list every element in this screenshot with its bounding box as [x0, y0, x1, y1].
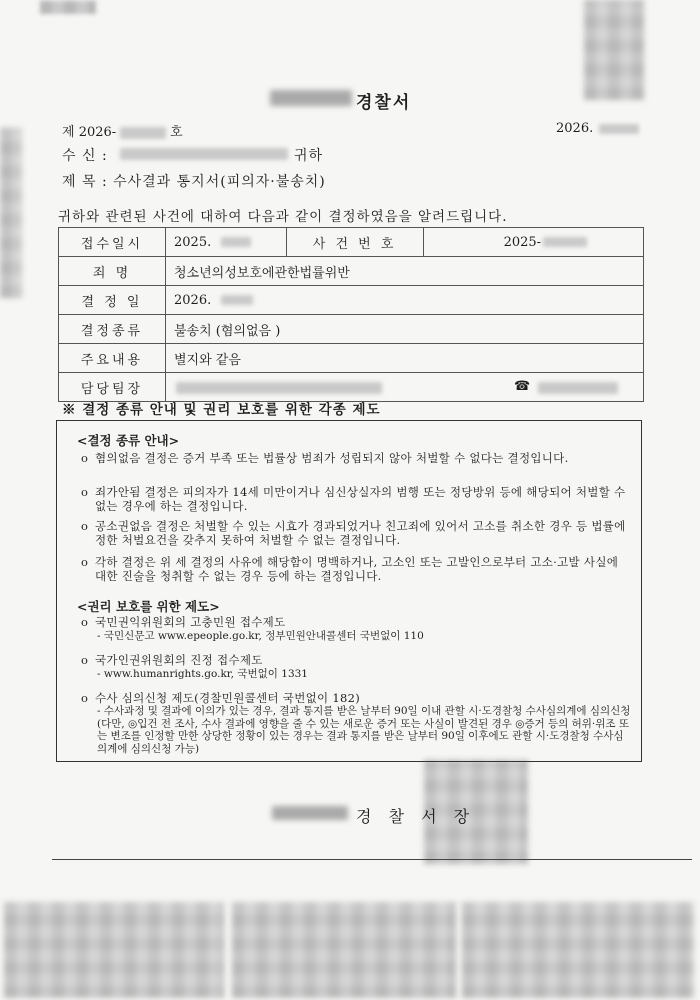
redaction-block-top-left	[40, 0, 96, 14]
bullet: o	[81, 653, 89, 667]
guidance-box	[56, 420, 642, 762]
table-row	[59, 344, 644, 373]
redaction-block-bottom-1	[4, 902, 224, 998]
bullet: o	[81, 691, 89, 705]
case-number-value: 2025-	[503, 234, 542, 250]
redaction-block-bottom-2	[232, 902, 456, 998]
list-item	[81, 519, 629, 547]
decision-type-value: 불송치 (혐의없음 )	[166, 315, 644, 344]
redacted-doc-date	[599, 124, 639, 134]
redacted-doc-number	[120, 127, 166, 139]
rights-item-detail: - 수사과정 및 결과에 이의가 있는 경우, 결과 통지를 받은 날부터 90일 이내 관할 시·도경찰청 수사심의계에 심의신청 (다만, ◎입건 전 조사, 수사 결과에 영향을 줄 수 있는 새로운 증거 또는 사실이 발견된 경우 ◎증거 등의 허위·위조 또는 변조를 인정할 만한 상당한 정황이 있는 경우는 결과 통지를 받은 날부터 90일 이후에도 관할 시·도경찰청 수사심의계에 심의신청 가능)	[97, 705, 631, 755]
redacted-phone-number	[538, 382, 618, 394]
redaction-block-top-right	[584, 0, 644, 100]
document-number	[62, 121, 183, 140]
receipt-label: 접수일시	[59, 228, 166, 257]
case-number-cell	[423, 228, 643, 257]
bullet: o	[81, 615, 89, 629]
content-value: 별지와 같음	[166, 344, 644, 373]
list-item	[81, 555, 629, 583]
redaction-block-bottom-3	[462, 902, 694, 998]
station-chief-signature: 경 찰 서 장	[356, 807, 476, 826]
list-item	[81, 451, 629, 465]
charge-value: 청소년의성보호에관한법률위반	[166, 257, 644, 286]
guide-item-text: 각하 결정은 위 세 결정의 사유에 해당함이 명백하거나, 고소인 또는 고발인으로부터 고소·고발 사실에 대한 진술을 청취할 수 없는 경우 등에 하는 결정입니다.	[95, 555, 619, 583]
receipt-value: 2025.	[174, 234, 212, 250]
guide-item-text: 혐의없음 결정은 증거 부족 또는 법률상 범죄가 성립되지 않아 처벌할 수 없다는 결정입니다.	[95, 451, 569, 465]
rights-item-title: 국가인권위원회의 진정 접수제도	[95, 653, 263, 667]
list-item	[81, 485, 629, 513]
bullet: o	[81, 555, 89, 569]
section-heading: ※ 결정 종류 안내 및 권리 보호를 위한 각종 제도	[62, 402, 381, 418]
redacted-station-chief-name	[272, 806, 348, 820]
bullet: o	[81, 451, 89, 465]
phone-icon: ☎	[514, 379, 531, 394]
officer-label: 담당팀장	[59, 373, 166, 402]
list-item	[81, 653, 629, 667]
charge-label: 죄 명	[59, 257, 166, 286]
list-item	[81, 615, 629, 629]
receipt-value-cell	[166, 228, 287, 257]
intro-sentence: 귀하와 관련된 사건에 대하여 다음과 같이 결정하였음을 알려드립니다.	[58, 209, 508, 225]
decision-guide-title: <결정 종류 안내>	[77, 433, 180, 448]
redacted-receipt-date	[221, 237, 251, 247]
subject-line: 제 목 : 수사결과 통지서(피의자·불송치)	[62, 174, 326, 190]
guide-item-text: 공소권없음 결정은 처벌할 수 있는 시효가 경과되었거나 친고죄에 있어서 고소를 취소한 경우 등 법률에 정한 처벌요건을 갖추지 못하여 처벌할 수 없는 결정입니다.	[95, 519, 626, 547]
redacted-recipient	[120, 148, 288, 160]
decision-date-cell	[166, 286, 644, 315]
bullet: o	[81, 485, 89, 499]
recipient-suffix: 귀하	[294, 148, 324, 164]
table-row	[59, 315, 644, 344]
decision-date-value: 2026.	[174, 292, 212, 308]
rights-title: <권리 보호를 위한 제도>	[77, 599, 220, 614]
redaction-block-left-margin	[0, 128, 22, 298]
table-row	[59, 286, 644, 315]
rights-item-detail: - www.humanrights.go.kr, 국번없이 1331	[97, 668, 308, 680]
redacted-officer-name	[176, 382, 382, 394]
doc-date-prefix: 2026.	[556, 121, 594, 136]
guide-item-text: 죄가안됨 결정은 피의자가 14세 미만이거나 심신상실자의 범행 또는 정당방위 등에 해당되어 처벌할 수 없는 경우에 하는 결정입니다.	[95, 485, 626, 513]
doc-number-prefix: 제 2026-	[62, 125, 117, 140]
redacted-decision-date	[221, 295, 253, 305]
decision-type-label: 결정종류	[59, 315, 166, 344]
doc-number-suffix: 호	[170, 125, 183, 140]
document-date	[556, 121, 639, 136]
rights-item-title: 수사 심의신청 제도(경찰민원콜센터 국번없이 182)	[95, 691, 361, 705]
divider	[52, 859, 692, 860]
document-title: 경찰서	[356, 93, 412, 113]
recipient-label: 수 신 :	[62, 148, 108, 164]
redacted-station-name	[270, 90, 352, 106]
list-item	[81, 691, 629, 705]
content-label: 주요내용	[59, 344, 166, 373]
rights-item-detail: - 국민신문고 www.epeople.go.kr, 정부민원안내콜센터 국번없이 110	[97, 630, 424, 642]
decision-date-label: 결 정 일	[59, 286, 166, 315]
table-row	[59, 228, 644, 257]
case-number-label: 사 건 번 호	[286, 228, 423, 257]
table-row	[59, 257, 644, 286]
rights-item-title: 국민권익위원회의 고충민원 접수제도	[95, 615, 286, 629]
recipient-line	[62, 145, 324, 165]
bullet: o	[81, 519, 89, 533]
case-info-table	[58, 227, 644, 402]
redacted-case-number	[543, 237, 587, 247]
